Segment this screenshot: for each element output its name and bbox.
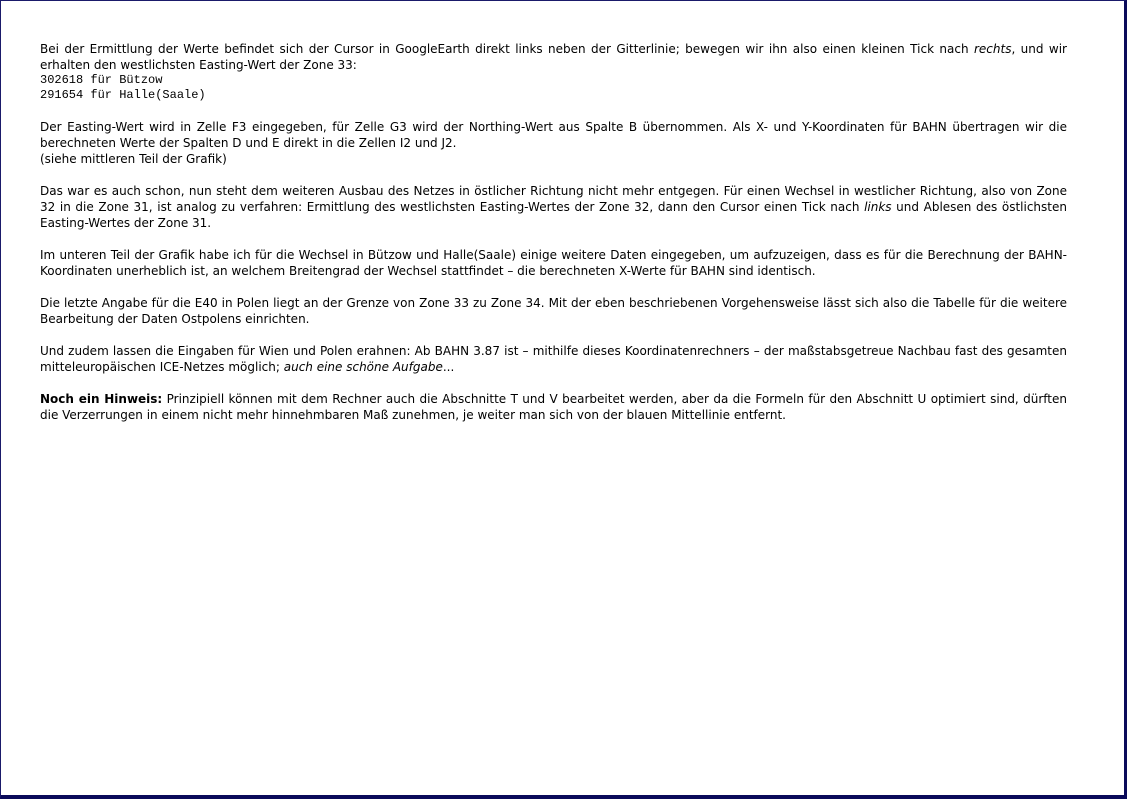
document-body: [40, 41, 1067, 439]
paragraph-cursor-easting: [40, 41, 1067, 103]
paragraph-text: Und zudem lassen die Eingaben für Wien und Polen erahnen: Ab BAHN 3.87 ist – mithilfe dieses Koordinatenrechners – der maßstabsgetreue Nachbau fast des gesamten mitteleuropäischen ICE-Netzes möglich;: [40, 344, 1067, 374]
paragraph-text: Der Easting-Wert wird in Zelle F3 eingegeben, für Zelle G3 wird der Northing-Wert aus Spalte B übernommen. Als X- und Y-Koordinaten für BAHN übertragen wir die berechneten Werte der Spalten D und E direkt in die Zellen I2 und J2.: [40, 120, 1067, 150]
paragraph-zone-change: [40, 183, 1067, 231]
paragraph-text: Im unteren Teil der Grafik habe ich für die Wechsel in Bützow und Halle(Saale) einige weitere Daten eingegeben, um aufzuzeigen, dass es für die Berechnung der BAHN-Koordinaten unerheblich ist, an welchem Breitengrad der Wechsel stattfindet – die berechneten X-Werte für BAHN sind identisch.: [40, 248, 1067, 278]
paragraph-note: (siehe mittleren Teil der Grafik): [40, 152, 227, 166]
paragraph-text: , und wir erhalten den westlichsten Easting-Wert der Zone 33:: [40, 42, 1067, 72]
paragraph-cell-input: [40, 119, 1067, 167]
easting-value-halle: 291654 für Halle(Saale): [40, 88, 206, 102]
paragraph-text: ...: [442, 360, 455, 374]
emphasis-links: links: [864, 200, 892, 214]
paragraph-text: Das war es auch schon, nun steht dem weiteren Ausbau des Netzes in östlicher Richtung nicht mehr entgegen. Für einen Wechsel in westlicher Richtung, also von Zone 32 in die Zone 31, ist analog zu verfahren: Ermittlung des westlichsten Easting-Wertes der Zone 32, dann den Cursor einen Tick nach: [40, 184, 1067, 214]
paragraph-text: Prinzipiell können mit dem Rechner auch die Abschnitte T und V bearbeitet werden, aber da die Formeln für den Abschnitt U optimiert sind, dürften die Verzerrungen in einem nicht mehr hinnehmbaren Maß zunehmen, je weiter man sich von der blauen Mittellinie entfernt.: [40, 392, 1068, 422]
easting-value-buetzow: 302618 für Bützow: [40, 73, 163, 87]
paragraph-text: Bei der Ermittlung der Werte befindet sich der Cursor in GoogleEarth direkt links neben der Gitterlinie; bewegen wir ihn also einen kleinen Tick nach: [40, 42, 974, 56]
emphasis-rechts: rechts: [973, 42, 1012, 56]
paragraph-text: Die letzte Angabe für die E40 in Polen liegt an der Grenze von Zone 33 zu Zone 34. Mit der eben beschriebenen Vorgehensweise lässt sich also die Tabelle für die weitere Bearbeitung der Daten Ostpolens einrichten.: [40, 296, 1067, 326]
paragraph-text: und Ablesen des östlichsten Easting-Wertes der Zone 31.: [40, 200, 1067, 230]
emphasis-aufgabe: auch eine schöne Aufgabe: [283, 360, 443, 374]
paragraph-lower-graphic: [40, 247, 1067, 279]
paragraph-hint: [40, 391, 1067, 423]
hint-heading: Noch ein Hinweis:: [40, 392, 163, 406]
paragraph-ice-network: [40, 343, 1067, 375]
paragraph-poland-border: [40, 295, 1067, 327]
